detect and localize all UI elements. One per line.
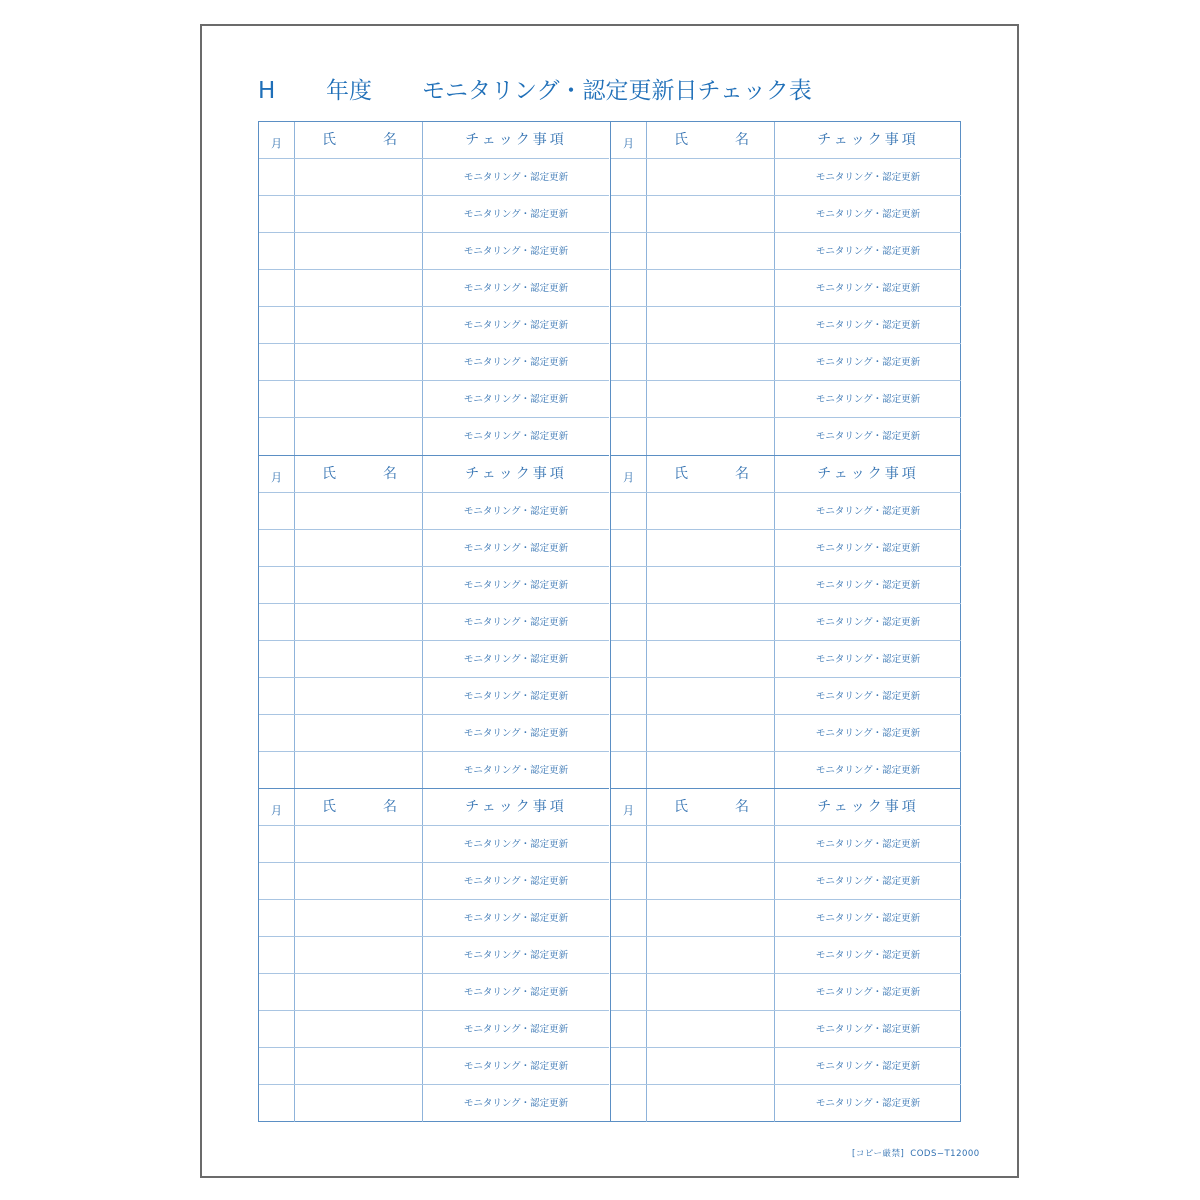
check-item-cell: モニタリング・認定更新 [815, 1061, 921, 1072]
check-item-cell: モニタリング・認定更新 [463, 1098, 569, 1109]
table-row [259, 900, 609, 937]
table-row [611, 937, 961, 974]
name-cell[interactable] [295, 1048, 423, 1084]
header-name-1: 氏 [674, 799, 688, 815]
check-item-cell: モニタリング・認定更新 [815, 876, 921, 887]
month-cell[interactable] [259, 270, 295, 306]
month-cell[interactable] [259, 678, 295, 714]
name-cell[interactable] [647, 826, 775, 862]
check-item-cell: モニタリング・認定更新 [815, 950, 921, 961]
month-cell[interactable] [611, 196, 647, 232]
month-cell[interactable] [259, 493, 295, 529]
header-month: 月 [611, 789, 647, 825]
name-cell[interactable] [647, 1085, 775, 1122]
table-row [611, 752, 961, 789]
name-cell[interactable] [295, 863, 423, 899]
month-cell[interactable] [259, 826, 295, 862]
name-cell[interactable] [295, 752, 423, 789]
month-cell[interactable] [259, 307, 295, 343]
check-item-cell: モニタリング・認定更新 [463, 950, 569, 961]
name-cell[interactable] [295, 937, 423, 973]
check-item-cell: モニタリング・認定更新 [463, 580, 569, 591]
month-cell[interactable] [611, 159, 647, 195]
check-item-cell: モニタリング・認定更新 [463, 394, 569, 405]
month-cell[interactable] [611, 567, 647, 603]
form-code: CODS−T12000 [910, 1149, 980, 1159]
table-block [259, 122, 609, 455]
table-row [259, 937, 609, 974]
month-cell[interactable] [611, 233, 647, 269]
name-cell[interactable] [647, 678, 775, 714]
name-cell[interactable] [647, 1011, 775, 1047]
table-row [611, 418, 961, 455]
header-name-2: 名 [735, 799, 749, 815]
check-item-cell: モニタリング・認定更新 [463, 913, 569, 924]
page-title [258, 76, 812, 108]
header-check: チェック事項 [465, 799, 567, 815]
check-item-cell: モニタリング・認定更新 [815, 839, 921, 850]
table-row [611, 1048, 961, 1085]
month-cell[interactable] [611, 344, 647, 380]
header-check: チェック事項 [817, 799, 919, 815]
name-cell[interactable] [295, 900, 423, 936]
name-cell[interactable] [647, 863, 775, 899]
name-cell[interactable] [647, 233, 775, 269]
header-name-2: 名 [735, 466, 749, 482]
table-row [611, 1011, 961, 1048]
month-cell[interactable] [611, 826, 647, 862]
name-cell[interactable] [295, 344, 423, 380]
table-block [259, 788, 609, 1122]
title-era: H [258, 78, 276, 104]
name-cell[interactable] [295, 307, 423, 343]
month-cell[interactable] [259, 1011, 295, 1047]
table-header-row [259, 122, 609, 159]
month-cell[interactable] [611, 270, 647, 306]
month-cell[interactable] [611, 1011, 647, 1047]
table-row [259, 381, 609, 418]
check-item-cell: モニタリング・認定更新 [815, 209, 921, 220]
title-year-label: 年度 [326, 78, 372, 104]
check-item-cell: モニタリング・認定更新 [815, 654, 921, 665]
table-block [611, 122, 961, 455]
table-row [611, 493, 961, 530]
table-row [611, 604, 961, 641]
table-header-row [611, 456, 961, 493]
header-name-2: 名 [383, 132, 397, 148]
month-cell[interactable] [259, 604, 295, 640]
table-row [259, 530, 609, 567]
table-row [259, 196, 609, 233]
check-item-cell: モニタリング・認定更新 [463, 654, 569, 665]
check-item-cell: モニタリング・認定更新 [463, 1024, 569, 1035]
month-cell[interactable] [611, 641, 647, 677]
table-row [611, 567, 961, 604]
header-name [295, 122, 423, 158]
check-item-cell: モニタリング・認定更新 [463, 357, 569, 368]
name-cell[interactable] [295, 530, 423, 566]
table-row [611, 344, 961, 381]
check-item-cell: モニタリング・認定更新 [463, 876, 569, 887]
name-cell[interactable] [295, 159, 423, 195]
name-cell[interactable] [647, 900, 775, 936]
table-row [611, 974, 961, 1011]
month-cell[interactable] [611, 715, 647, 751]
table-row [259, 344, 609, 381]
name-cell[interactable] [295, 196, 423, 232]
check-item-cell: モニタリング・認定更新 [815, 1098, 921, 1109]
name-cell[interactable] [295, 270, 423, 306]
check-item-cell: モニタリング・認定更新 [815, 394, 921, 405]
check-item-cell: モニタリング・認定更新 [463, 839, 569, 850]
table-row [611, 270, 961, 307]
name-cell[interactable] [295, 1011, 423, 1047]
table-row [611, 900, 961, 937]
month-cell[interactable] [611, 381, 647, 417]
name-cell[interactable] [295, 381, 423, 417]
month-cell[interactable] [611, 530, 647, 566]
check-item-cell: モニタリング・認定更新 [815, 728, 921, 739]
check-item-cell: モニタリング・認定更新 [815, 506, 921, 517]
table-row [259, 752, 609, 789]
header-name [295, 789, 423, 825]
header-month: 月 [259, 789, 295, 825]
table-row [611, 641, 961, 678]
table-row [611, 233, 961, 270]
header-name-1: 氏 [674, 466, 688, 482]
table-row [259, 604, 609, 641]
table-header-row [259, 456, 609, 493]
month-cell[interactable] [611, 752, 647, 789]
check-item-cell: モニタリング・認定更新 [815, 283, 921, 294]
header-name-2: 名 [735, 132, 749, 148]
table-row [259, 678, 609, 715]
month-cell[interactable] [259, 381, 295, 417]
check-item-cell: モニタリング・認定更新 [815, 172, 921, 183]
check-item-cell: モニタリング・認定更新 [815, 987, 921, 998]
table-row [259, 974, 609, 1011]
header-check: チェック事項 [817, 466, 919, 482]
check-item-cell: モニタリング・認定更新 [463, 728, 569, 739]
name-cell[interactable] [295, 567, 423, 603]
table-row [259, 270, 609, 307]
name-cell[interactable] [647, 159, 775, 195]
name-cell[interactable] [647, 937, 775, 973]
month-cell[interactable] [259, 863, 295, 899]
month-cell[interactable] [259, 752, 295, 789]
table-row [611, 826, 961, 863]
name-cell[interactable] [647, 344, 775, 380]
name-cell[interactable] [295, 604, 423, 640]
check-item-cell: モニタリング・認定更新 [463, 172, 569, 183]
month-cell[interactable] [611, 974, 647, 1010]
header-month: 月 [259, 456, 295, 492]
name-cell[interactable] [295, 1085, 423, 1122]
header-name [647, 789, 775, 825]
check-item-cell: モニタリング・認定更新 [815, 1024, 921, 1035]
check-item-cell: モニタリング・認定更新 [815, 320, 921, 331]
check-table [258, 121, 961, 1122]
table-row [611, 1085, 961, 1122]
header-name-1: 氏 [322, 466, 336, 482]
name-cell[interactable] [647, 1048, 775, 1084]
name-cell[interactable] [647, 604, 775, 640]
check-item-cell: モニタリング・認定更新 [463, 987, 569, 998]
month-cell[interactable] [611, 604, 647, 640]
table-block [611, 788, 961, 1122]
name-cell[interactable] [647, 752, 775, 789]
month-cell[interactable] [611, 863, 647, 899]
name-cell[interactable] [647, 418, 775, 455]
name-cell[interactable] [295, 641, 423, 677]
check-item-cell: モニタリング・認定更新 [815, 357, 921, 368]
check-item-cell: モニタリング・認定更新 [463, 1061, 569, 1072]
check-item-cell: モニタリング・認定更新 [463, 765, 569, 776]
month-cell[interactable] [259, 159, 295, 195]
table-block [259, 455, 609, 789]
check-item-cell: モニタリング・認定更新 [815, 765, 921, 776]
copy-note: [コピー厳禁] [852, 1149, 905, 1159]
table-row [611, 159, 961, 196]
table-row [259, 493, 609, 530]
month-cell[interactable] [611, 493, 647, 529]
month-cell[interactable] [259, 641, 295, 677]
name-cell[interactable] [295, 678, 423, 714]
header-name-1: 氏 [322, 132, 336, 148]
table-row [259, 567, 609, 604]
month-cell[interactable] [259, 233, 295, 269]
name-cell[interactable] [295, 418, 423, 455]
table-header-row [611, 789, 961, 826]
table-row [259, 1085, 609, 1122]
check-item-cell: モニタリング・認定更新 [815, 543, 921, 554]
check-item-cell: モニタリング・認定更新 [463, 431, 569, 442]
month-cell[interactable] [259, 530, 295, 566]
month-cell[interactable] [259, 937, 295, 973]
month-cell[interactable] [259, 196, 295, 232]
table-row [259, 233, 609, 270]
header-check: チェック事項 [817, 132, 919, 148]
table-row [259, 418, 609, 455]
table-row [611, 678, 961, 715]
month-cell[interactable] [611, 418, 647, 455]
check-item-cell: モニタリング・認定更新 [815, 913, 921, 924]
name-cell[interactable] [647, 974, 775, 1010]
name-cell[interactable] [647, 381, 775, 417]
table-row [259, 715, 609, 752]
month-cell[interactable] [259, 715, 295, 751]
check-item-cell: モニタリング・認定更新 [815, 691, 921, 702]
name-cell[interactable] [295, 233, 423, 269]
table-row [259, 159, 609, 196]
check-item-cell: モニタリング・認定更新 [815, 617, 921, 628]
month-cell[interactable] [611, 1048, 647, 1084]
table-row [259, 863, 609, 900]
title-main: モニタリング・認定更新日チェック表 [422, 78, 812, 104]
check-item-cell: モニタリング・認定更新 [463, 691, 569, 702]
name-cell[interactable] [647, 493, 775, 529]
header-name [647, 456, 775, 492]
month-cell[interactable] [259, 1048, 295, 1084]
table-row [611, 307, 961, 344]
name-cell[interactable] [647, 567, 775, 603]
check-item-cell: モニタリング・認定更新 [463, 506, 569, 517]
month-cell[interactable] [259, 567, 295, 603]
check-item-cell: モニタリング・認定更新 [463, 209, 569, 220]
table-block [611, 455, 961, 789]
table-header-row [611, 122, 961, 159]
check-item-cell: モニタリング・認定更新 [463, 617, 569, 628]
month-cell[interactable] [611, 678, 647, 714]
month-cell[interactable] [259, 900, 295, 936]
header-check: チェック事項 [465, 466, 567, 482]
table-row [611, 863, 961, 900]
header-name [295, 456, 423, 492]
month-cell[interactable] [259, 418, 295, 455]
check-item-cell: モニタリング・認定更新 [815, 580, 921, 591]
month-cell[interactable] [611, 937, 647, 973]
month-cell[interactable] [259, 344, 295, 380]
table-row [611, 196, 961, 233]
table-header-row [259, 789, 609, 826]
table-row [611, 715, 961, 752]
header-name-2: 名 [383, 466, 397, 482]
header-month: 月 [611, 122, 647, 158]
table-row [259, 1011, 609, 1048]
header-name-1: 氏 [674, 132, 688, 148]
table-right-half [610, 122, 961, 1121]
header-check: チェック事項 [465, 132, 567, 148]
name-cell[interactable] [295, 974, 423, 1010]
name-cell[interactable] [295, 715, 423, 751]
table-row [259, 1048, 609, 1085]
month-cell[interactable] [259, 1085, 295, 1122]
check-item-cell: モニタリング・認定更新 [815, 246, 921, 257]
check-item-cell: モニタリング・認定更新 [463, 246, 569, 257]
month-cell[interactable] [611, 1085, 647, 1122]
name-cell[interactable] [647, 307, 775, 343]
table-row [259, 826, 609, 863]
check-item-cell: モニタリング・認定更新 [463, 283, 569, 294]
name-cell[interactable] [647, 270, 775, 306]
table-row [611, 530, 961, 567]
header-month: 月 [611, 456, 647, 492]
name-cell[interactable] [295, 826, 423, 862]
name-cell[interactable] [647, 641, 775, 677]
name-cell[interactable] [647, 715, 775, 751]
month-cell[interactable] [259, 974, 295, 1010]
table-left-half [259, 122, 609, 1121]
header-month: 月 [259, 122, 295, 158]
check-item-cell: モニタリング・認定更新 [815, 431, 921, 442]
table-row [259, 641, 609, 678]
name-cell[interactable] [647, 530, 775, 566]
name-cell[interactable] [647, 196, 775, 232]
header-name-2: 名 [383, 799, 397, 815]
header-name [647, 122, 775, 158]
check-item-cell: モニタリング・認定更新 [463, 320, 569, 331]
month-cell[interactable] [611, 900, 647, 936]
table-row [611, 381, 961, 418]
month-cell[interactable] [611, 307, 647, 343]
footer [852, 1147, 986, 1159]
header-name-1: 氏 [322, 799, 336, 815]
name-cell[interactable] [295, 493, 423, 529]
check-item-cell: モニタリング・認定更新 [463, 543, 569, 554]
table-row [259, 307, 609, 344]
